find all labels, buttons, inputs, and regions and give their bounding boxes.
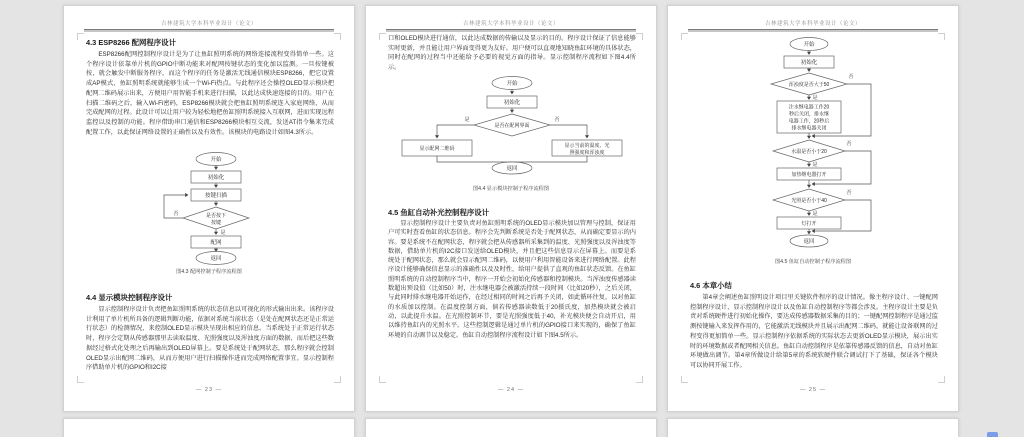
no-branch-label: 否 (846, 190, 852, 196)
margin-corner-mark (681, 376, 688, 383)
show-sensor-label-line2: 照强度和浑浊度 (569, 150, 605, 156)
init-label: 初始化 (503, 100, 521, 106)
yes-branch-label: 是 (812, 211, 818, 217)
water-relay-label-line2: 秒后关闭，排水继 (788, 111, 830, 118)
paragraph-4-3: ESP8266配网控制程序设计是为了让鱼缸照明系统的网络连接流程变得简单一些。这个程序设计依靠单片机的GPIO中断功能来对配网按键状态的变化加以监测。一旦按键被按，就会触发中断服务程序，而这个程序的任务是激活无线通信模块ESP8266，把它设置成AP模式，鱼缸照明系统就能够生成一个Wi-Fi热点。与此程序还会操控OLED显示模块把配网二维码展示出来，方便用户用智能手机来进行扫描，以此达成快速连接的目的。用户在扫描二维码之后，输入Wi-Fi密码，ESP8266模块就会把鱼缸照明系统连入家庭网络，从而完成配网的过程。此设计可以让用户较为轻松地把鱼缸照明系统接入互联网，进而实现远程监控以及控制的功能。程序借助串口通信和ESP8266模块相互交流，发送AT指令集来完成配置工作，以此保证网络设置的正确性以及有效性。该模块的电路设计如图4.3所示。 (86, 51, 334, 136)
figure-caption-4-3: 图4.3 配网控制子程序流程图 (176, 269, 242, 275)
document-page-next-3[interactable] (667, 418, 959, 437)
page-header: 吉林建筑大学本科毕业设计（论文） (160, 21, 257, 27)
end-label: 返回 (210, 256, 222, 262)
water-relay-label-line1: 注水继电器工作20 (788, 104, 830, 111)
end-label: 返回 (506, 166, 518, 172)
header-divider (386, 29, 636, 32)
start-label: 开始 (210, 157, 222, 163)
light-on-label: 灯打开 (801, 221, 817, 227)
margin-corner-mark (379, 376, 386, 383)
init-label: 初始化 (800, 60, 818, 66)
figure-caption-4-5: 图4.5 鱼缸自动控制子程序流程图 (774, 259, 852, 265)
no-branch-label: 否 (846, 141, 852, 147)
page-header: 吉林建筑大学本科毕业设计（论文） (764, 21, 861, 27)
decision-label-line2: 按键 (210, 220, 222, 226)
page-header: 吉林建筑大学本科毕业设计（论文） (462, 21, 559, 27)
flowchart-auto-control (729, 37, 899, 251)
margin-corner-mark (636, 33, 643, 40)
temperature-decision-label: 水温是否小于20 (791, 149, 827, 155)
show-qrcode-label: 显示配网二维码 (419, 146, 455, 152)
no-branch-label: 否 (554, 117, 560, 123)
flowchart-display-control (397, 76, 627, 176)
paragraph-4-4-continuation: 口和OLED模块进行通信，以此达成数据的传输以及显示的目的。程序设计保证了信息能够实时更新，并且能让用户界面变得更为友好。用户便可以直观地知晓鱼缸环境的具体状态，同时在配网的过程当中还能给予必要的视觉方面的指导。显示控制程序流程如下图4.4所示。 (388, 35, 636, 72)
merge-line-left (437, 156, 512, 162)
margin-corner-mark (636, 376, 643, 383)
margin-corner-mark (938, 33, 945, 40)
start-label: 开始 (803, 42, 815, 48)
paragraph-4-4: 显示控制程序设计负责把鱼缸照明系统的状态信息以可视化的形式输出出来。该程序设计利用了单片机所具备的逻辑判断功能，依据对系统当前状态（是处在配网状态还是正常运行状态）的检测情况，来控制OLED显示模块呈现出相应的信息。当系统处于正常运行状态时，程序会定期从传感器那里去读取温度、光照强度以及浑浊度方面的数据，而后把这些数据经过格式化处理之后再输出到OLED屏幕上。要是系统处于配网状态，那么程序就会控制OLED显示出配网二维码，从而方便用户进行扫描操作进而完成网络配置事宜。显示控制程序借助单片机的GPIO和I2C接 (86, 306, 334, 372)
no-branch-line (550, 125, 587, 138)
paragraph-4-6: 第4章会阐述鱼缸照明设计项目里关键软件程序的设计情况。像主程序设计、一键配网控制程序设计、显示控制程序设计以及鱼缸自动控制程序等都会涉及。主程序设计主要是负责对系统硬件进行初始化操作，要达成传感器数据采集的目的；一键配网控制程序是通过监测按键输入来发挥作用的，它能激活无线模块并且展示出配网二维码，就能让设备联网的过程变得更加简单一些。显示控制程序依据系统的实际状态去更新OLED显示模块，展示出实时的环境数据或者配网相关信息。鱼缸自动控制程序是依靠传感器反馈的信息，自动对鱼缸环境做出调节。第4章所做设计给第5章的系统软硬件联合调试打下了基础，保证各个模块可以协同开展工作。 (690, 294, 938, 369)
margin-corner-mark (681, 33, 688, 40)
page-number: — 24 — (497, 387, 525, 393)
end-label: 返回 (803, 239, 815, 245)
header-divider (84, 29, 334, 32)
section-heading-4-6: 4.6 本章小结 (690, 281, 732, 290)
margin-corner-mark (334, 33, 341, 40)
water-relay-label-line4: 排水继电器关闭 (791, 125, 827, 132)
flowchart-network-config (136, 152, 296, 266)
key-scan-label: 按键扫描 (204, 193, 228, 199)
page-number: — 25 — (799, 387, 827, 393)
light-decision-label: 光照是否小于40 (791, 198, 827, 204)
margin-corner-mark (938, 376, 945, 383)
yes-branch-label: 是 (812, 95, 818, 101)
margin-corner-mark (379, 33, 386, 40)
floating-widget-handle[interactable] (987, 432, 998, 437)
config-label: 配网 (210, 240, 222, 246)
document-page-next-1[interactable] (63, 418, 355, 437)
decision-label: 是否在配网界面 (494, 123, 530, 129)
init-label: 初始化 (207, 175, 225, 181)
header-divider (688, 29, 938, 32)
document-page-next-2[interactable] (365, 418, 657, 437)
heater-relay-label: 加热继电器打开 (791, 172, 827, 178)
document-page-25[interactable] (667, 5, 959, 412)
decision-label-line1: 是否按下 (205, 213, 227, 219)
show-sensor-label-line1: 显示当前的温度、光 (564, 143, 610, 149)
document-page-23[interactable] (63, 5, 355, 412)
figure-caption-4-4: 图4.4 显示模块控制子程序流程图 (472, 186, 550, 192)
water-relay-label-line3: 电器工作，20秒后 (788, 118, 830, 125)
turbidity-decision-label: 浑浊度是否大于50 (788, 82, 830, 88)
margin-corner-mark (77, 33, 84, 40)
yes-branch-label: 是 (812, 162, 818, 168)
page-number: — 23 — (195, 387, 223, 393)
margin-corner-mark (77, 376, 84, 383)
no-branch-label: 否 (173, 211, 179, 217)
paragraph-4-5: 显示控制程序设计主要负责对鱼缸照明系统的OLED显示模块加以管理与控制，保证用户可实时查看鱼缸的状态信息。程序会先判断系统是否处于配网状态，从而确定要显示的内容。要是系统不在配网状态，程序就会把从传感器所采集到的温度、光照强度以及浑浊度等数据，借助单片机的I2C接口发送给OLED模块，并且把这些信息显示在屏幕上。而要是系统处于配网状态，那么就会显示配网二维码，以便用户利用智能设备来进行网络配置。此程序设计能够确保信息显示的准确性以及及时性，给用户提供了直观的鱼缸状态反馈。在鱼缸照明系统的自动控制程序当中，程序一开始会初始化传感器和控制模块。当浑浊度传感器读数超出预设值（比如50）时，注水继电器会被激活持续一段时间（比如20秒），之后关闭，与此同时排水继电器开始运作，在经过相同的时间之后再予关闭，如此循环往复，以对鱼缸的水质加以控制。在温度控制方面，倘若传感器读数低于20摄氏度，加热模块就会被启动，以此提升水温。在光照控制环节，要是光照强度低于40，补光模块便会自动开启，用以维持鱼缸内的光照水平。这些控制逻辑是通过单片机的GPIO接口来实现的，确保了鱼缸环境的自动调节以及稳定。鱼缸自动控制程序流程设计如下图4.5所示。 (388, 220, 636, 339)
yes-branch-line (437, 125, 474, 138)
yes-branch-label: 是 (464, 117, 470, 123)
document-page-24[interactable] (365, 5, 657, 412)
no-branch-label: 否 (848, 74, 854, 80)
start-label: 开始 (506, 81, 518, 87)
section-heading-4-5: 4.5 鱼缸自动补光控制程序设计 (388, 208, 490, 217)
section-heading-4-3: 4.3 ESP8266 配网程序设计 (86, 38, 176, 47)
section-heading-4-4: 4.4 显示模块控制程序设计 (86, 293, 173, 302)
yes-branch-label: 是 (220, 230, 226, 236)
margin-corner-mark (334, 376, 341, 383)
merge-line-right (512, 156, 587, 162)
